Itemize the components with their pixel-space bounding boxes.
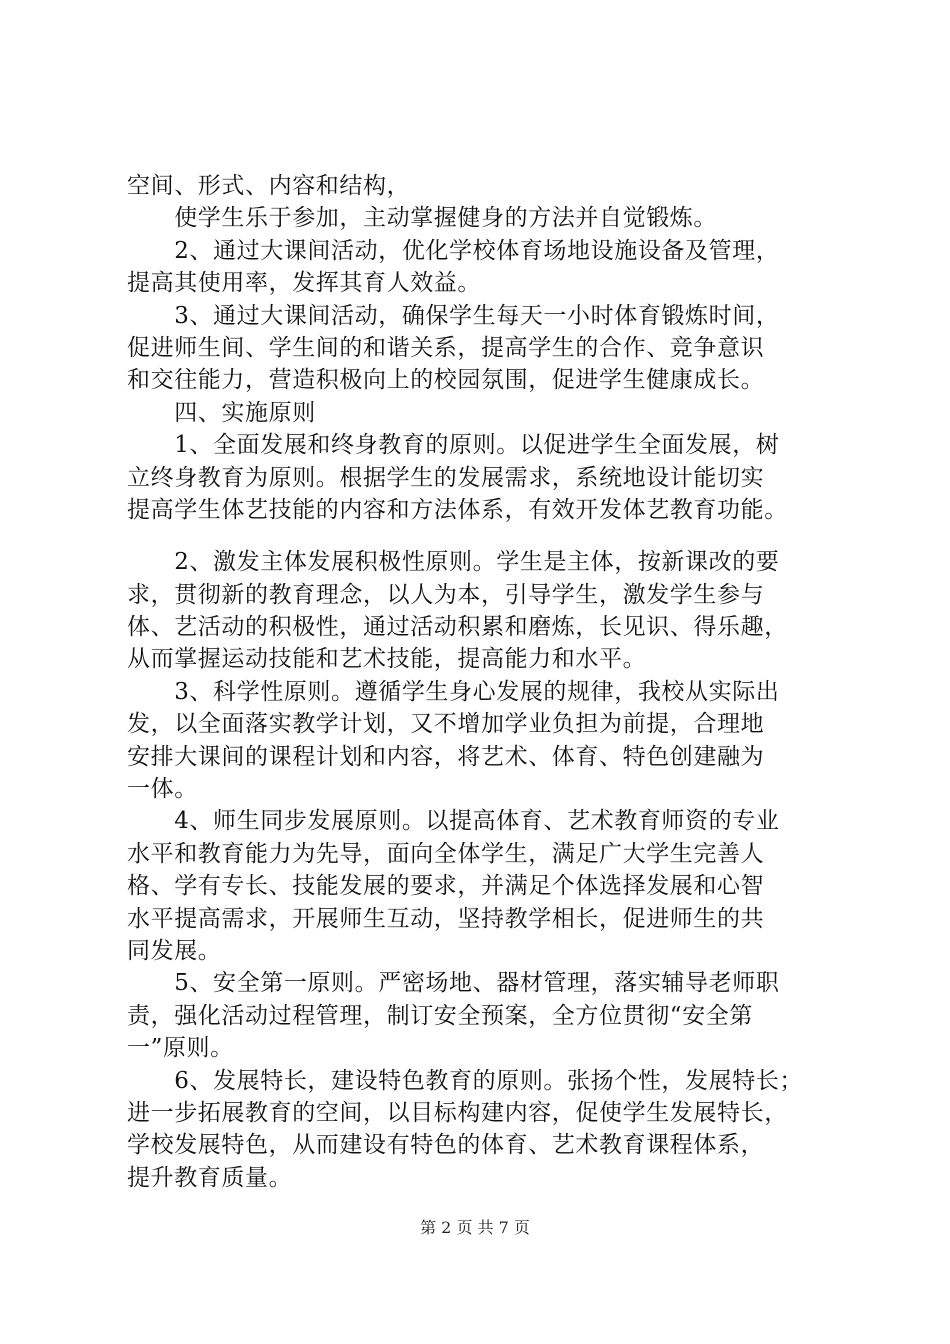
- paragraph-gap: [127, 526, 847, 546]
- section-heading: 四、实施原则: [127, 399, 316, 426]
- text-line: 5、安全第一原则。严密场地、器材管理，落实辅导老师职: [127, 970, 780, 997]
- text-line: 从而掌握运动技能和艺术技能，提高能力和水平。: [127, 646, 647, 673]
- text-line: 使学生乐于参加，主动掌握健身的方法并自觉锻炼。: [127, 205, 717, 232]
- text-line: 一”原则。: [127, 1035, 234, 1062]
- text-line: 学校发展特色，从而建设有特色的体育、艺术教育课程体系，: [127, 1132, 765, 1159]
- text-line: 和交往能力，营造积极向上的校园氛围，促进学生健康成长。: [127, 367, 765, 394]
- text-line: 提升教育质量。: [127, 1164, 293, 1191]
- text-line: 1、全面发展和终身教育的原则。以促进学生全面发展，树: [127, 432, 780, 459]
- text-line: 一体。: [127, 776, 198, 803]
- text-line: 2、通过大课间活动，优化学校体育场地设施设备及管理，: [127, 237, 780, 264]
- page-number: 第 2 页 共 7 页: [420, 1218, 530, 1237]
- text-line: 求，贯彻新的教育理念，以人为本，引导学生，激发学生参与: [127, 581, 765, 608]
- text-line: 促进师生间、学生间的和谐关系，提高学生的合作、竞争意识: [127, 334, 765, 361]
- text-line: 进一步拓展教育的空间，以目标构建内容，促使学生发展特长，: [127, 1099, 788, 1126]
- text-line: 安排大课间的课程计划和内容，将艺术、体育、特色创建融为: [127, 743, 765, 770]
- text-line: 3、通过大课间活动，确保学生每天一小时体育锻炼时间，: [127, 302, 780, 329]
- text-line: 4、师生同步发展原则。以提高体育、艺术教育师资的专业: [127, 808, 780, 835]
- text-line: 体、艺活动的积极性，通过活动积累和磨炼，长见识、得乐趣，: [127, 614, 788, 641]
- text-line: 3、科学性原则。遵循学生身心发展的规律，我校从实际出: [127, 678, 780, 705]
- text-line: 同发展。: [127, 937, 222, 964]
- text-line: 2、激发主体发展积极性原则。学生是主体，按新课改的要: [127, 549, 780, 576]
- text-line: 水平提高需求，开展师生互动，坚持教学相长，促进师生的共: [127, 905, 765, 932]
- document-body: [127, 170, 847, 1194]
- text-line: 格、学有专长、技能发展的要求，并满足个体选择发展和心智: [127, 873, 765, 900]
- text-line: 立终身教育为原则。根据学生的发展需求，系统地设计能切实: [127, 464, 765, 491]
- text-line: 水平和教育能力为先导，面向全体学生，满足广大学生完善人: [127, 840, 765, 867]
- text-line: 6、发展特长，建设特色教育的原则。张扬个性，发展特长；: [127, 1067, 804, 1094]
- text-line: 提高学生体艺技能的内容和方法体系，有效开发体艺教育功能。: [127, 496, 788, 523]
- text-line: 提高其使用率，发挥其育人效益。: [127, 270, 481, 297]
- text-line: 发，以全面落实教学计划，又不增加学业负担为前提，合理地: [127, 711, 765, 738]
- text-line: 责，强化活动过程管理，制订安全预案，全方位贯彻“安全第: [127, 1002, 753, 1029]
- text-line: 空间、形式、内容和结构，: [127, 173, 411, 199]
